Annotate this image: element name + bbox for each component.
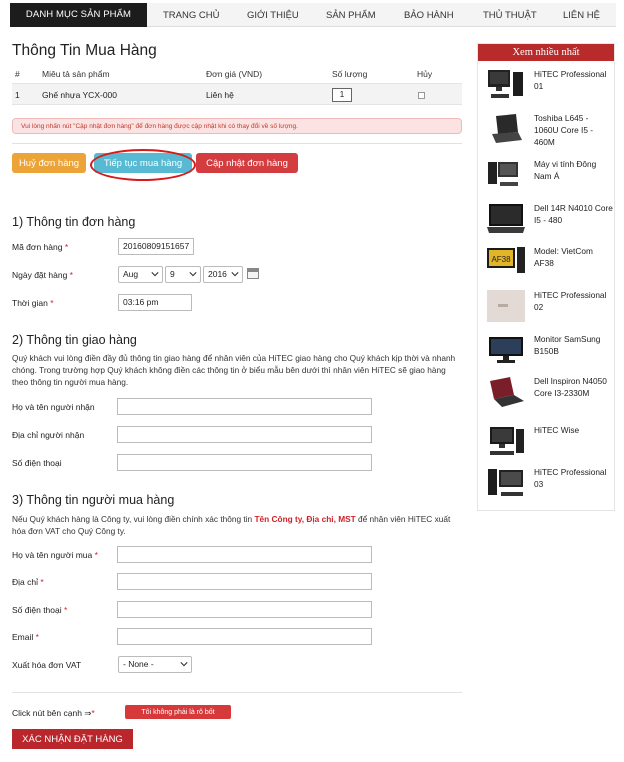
product-name[interactable]: Toshiba L645 - 1060U Core I5 - 460M: [534, 113, 594, 147]
desktop-pc-icon: [486, 424, 526, 458]
row-index: 1: [15, 90, 20, 100]
cart-table-header: [12, 69, 462, 83]
day-select[interactable]: 9: [165, 266, 201, 283]
quantity-input[interactable]: 1: [332, 88, 352, 102]
sidebar-title: Xem nhiều nhất: [478, 44, 614, 61]
nav-item-about[interactable]: GIỚI THIỆU: [247, 10, 299, 21]
order-info-heading: 1) Thông tin đơn hàng: [12, 215, 136, 229]
order-code-label: Mã đơn hàng *: [12, 242, 69, 252]
chevron-down-icon: [189, 270, 197, 278]
desktop-pc-icon: [486, 466, 526, 500]
buyer-email-field[interactable]: [117, 628, 372, 645]
desktop-pc-icon: [486, 158, 526, 192]
product-name[interactable]: Máy vi tính Đông Nam Á: [534, 159, 597, 181]
buyer-address-label: Địa chỉ *: [12, 577, 44, 587]
laptop-icon: [486, 112, 526, 146]
buyer-phone-field[interactable]: [117, 601, 372, 618]
col-index: #: [15, 69, 20, 79]
update-alert: Vui lòng nhấn nút "Cập nhật đơn hàng" để đơn hàng được cập nhật khi có thay đổi về số lượng.: [12, 118, 462, 134]
divider: [12, 692, 462, 693]
laptop-icon: [486, 375, 526, 409]
recipient-name-label: Họ và tên người nhận: [12, 402, 95, 412]
order-code-field[interactable]: 20160809151657: [118, 238, 194, 255]
recipient-address-label: Địa chỉ người nhận: [12, 430, 85, 440]
nav-item-products[interactable]: SẢN PHẨM: [326, 10, 376, 21]
buyer-address-field[interactable]: [117, 573, 372, 590]
col-price: Đơn giá (VND): [206, 69, 263, 79]
product-name[interactable]: HiTEC Professional 02: [534, 290, 607, 312]
order-date-label: Ngày đặt hàng *: [12, 270, 73, 280]
product-name[interactable]: Monitor SamSung B150B: [534, 334, 601, 356]
continue-shopping-button[interactable]: Tiếp tục mua hàng: [94, 153, 192, 173]
page-title: Thông Tin Mua Hàng: [12, 42, 157, 59]
captcha-label: Click nút bên cạnh ⇒*: [12, 708, 95, 718]
row-product[interactable]: Ghế nhựa YCX-000: [42, 90, 117, 100]
confirm-order-button[interactable]: XÁC NHẬN ĐẶT HÀNG: [12, 729, 133, 749]
monitor-icon: [486, 333, 526, 367]
divider: [12, 143, 462, 144]
product-name[interactable]: HiTEC Professional 01: [534, 69, 607, 91]
nav-item-warranty[interactable]: BẢO HÀNH: [404, 10, 454, 21]
update-order-button[interactable]: Cập nhật đơn hàng: [196, 153, 298, 173]
vat-label: Xuất hóa đơn VAT: [12, 660, 82, 670]
buyer-name-field[interactable]: [117, 546, 372, 563]
buyer-name-label: Họ và tên người mua *: [12, 550, 98, 560]
nav-item-tips[interactable]: THỦ THUẬT: [483, 10, 537, 21]
remove-checkbox[interactable]: [418, 92, 425, 99]
product-name[interactable]: HiTEC Professional 03: [534, 467, 607, 489]
recipient-phone-label: Số điện thoại: [12, 458, 62, 468]
order-time-label: Thời gian *: [12, 298, 54, 308]
svg-text:AF38: AF38: [491, 255, 511, 264]
buyer-phone-label: Số điện thoại *: [12, 605, 68, 615]
product-name[interactable]: Model: VietCom AF38: [534, 246, 593, 268]
calendar-icon[interactable]: [247, 268, 259, 279]
server-box-icon: [486, 289, 526, 323]
recipient-phone-field[interactable]: [117, 454, 372, 471]
delivery-description: Quý khách vui lòng điền đầy đủ thông tin giao hàng để nhân viên của HiTEC giao hàng cho Quý khách kịp thời và nhanh chóng. Trong trường hợp Quý khách không điền các thông tin ở biểu mẫu bên dưới thì nhân viên HiTEC sẽ giao hàng theo thông tin người mua hàng.: [12, 353, 456, 387]
not-robot-button[interactable]: Tôi không phải là rô bốt: [125, 705, 231, 719]
monitor-icon: [486, 245, 526, 279]
buyer-description: Nếu Quý khách hàng là Công ty, vui lòng điền chính xác thông tin Tên Công ty, Địa chỉ, MST để nhân viên HiTEC xuất hóa đơn VAT cho Quý Công ty.: [12, 514, 451, 536]
col-description: Miêu tả sản phẩm: [42, 69, 110, 79]
recipient-name-field[interactable]: [117, 398, 372, 415]
nav-item-contact[interactable]: LIÊN HỆ: [563, 10, 600, 21]
month-select[interactable]: Aug: [118, 266, 163, 283]
product-name[interactable]: Dell Inspiron N4050 Core I3-2330M: [534, 376, 607, 398]
col-remove: Hủy: [417, 69, 433, 79]
category-menu-button[interactable]: DANH MỤC SẢN PHẨM: [10, 3, 147, 27]
nav-item-home[interactable]: TRANG CHỦ: [163, 10, 220, 21]
vat-select[interactable]: - None -: [118, 656, 192, 673]
buyer-email-label: Email *: [12, 632, 39, 642]
row-price: Liên hệ: [206, 90, 234, 100]
table-row: [12, 83, 462, 105]
chevron-down-icon: [231, 270, 239, 278]
top-navigation: [10, 3, 616, 27]
laptop-icon: [486, 202, 526, 236]
order-time-field[interactable]: 03:16 pm: [118, 294, 192, 311]
delivery-heading: 2) Thông tin giao hàng: [12, 333, 137, 347]
product-name[interactable]: HiTEC Wise: [534, 425, 580, 435]
recipient-address-field[interactable]: [117, 426, 372, 443]
chevron-down-icon: [151, 270, 159, 278]
year-select[interactable]: 2016: [203, 266, 243, 283]
desktop-pc-icon: [486, 68, 526, 102]
most-viewed-sidebar: [477, 43, 615, 511]
buyer-heading: 3) Thông tin người mua hàng: [12, 493, 175, 507]
chevron-down-icon: [180, 660, 188, 668]
col-quantity: Số lượng: [332, 69, 368, 79]
highlight-circle: [90, 149, 196, 181]
product-name[interactable]: Dell 14R N4010 Core I5 - 480: [534, 203, 613, 225]
cancel-order-button[interactable]: Huỷ đơn hàng: [12, 153, 86, 173]
